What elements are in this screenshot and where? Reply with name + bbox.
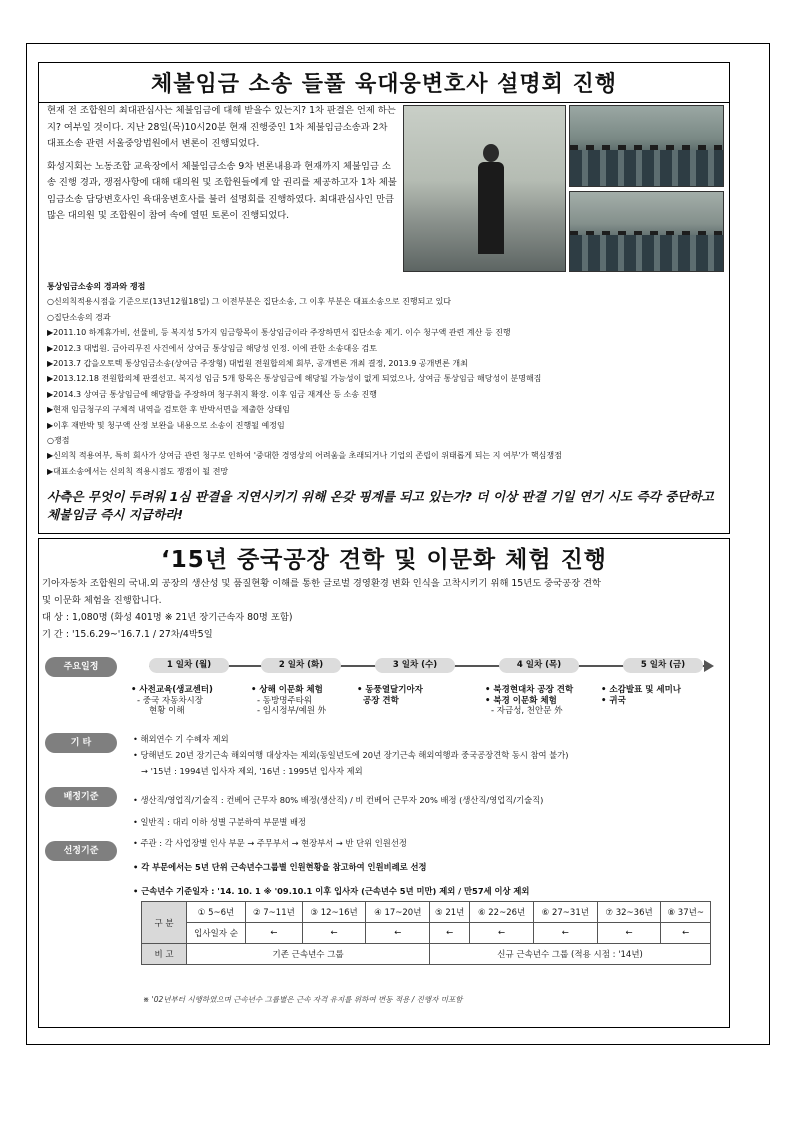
- table-cell: ⑧ 37년~: [661, 902, 711, 923]
- schedule-sub: - 임시정부/예원 外: [257, 706, 327, 716]
- day-2-schedule: [251, 685, 326, 717]
- table-cell: ←: [430, 923, 470, 944]
- speaker-figure: [476, 144, 506, 254]
- schedule-item: • 상해 이문화 체험: [251, 685, 323, 695]
- table-footnote: ※ '02년부터 시행하였으며 근속년수 그룹별은 근속 자격 유지를 위하여 변동 적용 / 진행자 미포함: [143, 995, 463, 1004]
- article-intro: [42, 575, 726, 643]
- table-row-label: 비 고: [142, 944, 187, 965]
- details-line: ▶이후 재반박 및 청구액 산정 보완을 내용으로 소송이 진행될 예정임: [47, 420, 285, 430]
- schedule-label: 주요일정: [45, 657, 117, 677]
- day-5-pill: 5 일차 (금): [623, 658, 703, 673]
- schedule-item: • 북경현대차 공장 견학: [485, 685, 574, 695]
- day-2-pill: 2 일차 (화): [261, 658, 341, 673]
- table-cell: ⑤ 21년: [430, 902, 470, 923]
- schedule-sub: 현황 이해: [149, 706, 185, 716]
- table-cell: ←: [661, 923, 711, 944]
- audience-photo: [569, 105, 724, 187]
- criteria-line: • 생산직/영업직/기술직 : 컨베어 근무자 80% 배정(생산직) / 비 컨베어 근무자 20% 배정 (생산직/영업직/기술직): [133, 795, 544, 805]
- other-line: • 해외연수 기 수혜자 제외: [133, 734, 229, 744]
- lawsuit-details: [47, 279, 722, 479]
- day-4-schedule: [485, 685, 573, 717]
- criteria-label: 배정기준: [45, 787, 117, 807]
- other-line: • 당해년도 20년 장기근속 해외여행 대상자는 제외(동일년도에 20년 장기근속 해외여행과 중국공장견학 동시 참여 불가): [133, 750, 569, 760]
- details-line: ▶현재 임금청구의 구체적 내역을 검토한 후 반박서면을 제출한 상태임: [47, 405, 290, 415]
- table-row-label: 구 분: [142, 902, 187, 944]
- table-cell: ⑦ 32~36년: [597, 902, 661, 923]
- intro-line: 기 간 : '15.6.29~'16.7.1 / 27차/4박5일: [42, 629, 213, 640]
- day-3-schedule: [357, 685, 423, 706]
- selection-section: [133, 831, 529, 903]
- article-slogan: 사측은 무엇이 두려워 1심 판결을 지연시키기 위해 온갖 핑계를 되고 있는가? 더 이상 판결 기일 연기 시도 즉각 중단하고 체불임금 즉시 지급하라!: [47, 489, 714, 522]
- table-cell: ④ 17~20년: [366, 902, 430, 923]
- intro-paragraph: 화성지회는 노동조합 교육장에서 체불임금소송 9차 변론내용과 현재까지 체불임금 소송 진행 경과, 쟁점사항에 대해 대의원 및 조합원들에게 알 권리를 제공하고자 1차 체불임금소송 담당변호사인 육대웅변호사를 불러 설명회를 진행하였다. 최대관심사인 만큼 많은 대의원 및 조합원이 참여 속에 열띤 토론이 진행되었다.: [47, 160, 397, 221]
- table-cell: 기존 근속년수 그룹: [187, 944, 430, 965]
- other-section: [133, 731, 568, 779]
- schedule-sub: - 중국 자동차시장: [137, 695, 203, 706]
- table-cell: ⑥ 27~31년: [533, 902, 597, 923]
- schedule-item: • 북경 이문화 체험: [485, 695, 557, 706]
- details-line: ▶2012.3 대법원. 금아리무진 사건에서 상여금 통상임금 해당성 인정. 이에 관한 소송대응 검토: [47, 343, 377, 353]
- schedule-item: • 사전교육(생교센터): [131, 685, 213, 695]
- intro-line: 기아자동차 조합원의 국내.외 공장의 생산성 및 품질현황 이해를 통한 글로벌 경영환경 변화 인식을 고착시키기 위해 15년도 중국공장 견학: [42, 578, 601, 589]
- seniority-group-table: [141, 901, 711, 965]
- intro-line: 대 상 : 1,080명 (화성 401명 ※ 21년 장기근속자 80명 포함): [42, 612, 293, 623]
- table-cell: ① 5~6년: [187, 902, 246, 923]
- details-heading: 통상임금소송의 경과와 쟁점: [47, 282, 146, 291]
- table-cell: ② 7~11년: [246, 902, 303, 923]
- table-cell: ←: [366, 923, 430, 944]
- details-line: ○쟁점: [47, 436, 70, 446]
- article-china-plant-tour: [38, 538, 730, 1028]
- table-cell: 신규 근속년수 그룹 (적용 시점 : '14년): [430, 944, 711, 965]
- other-label: 기 타: [45, 733, 117, 753]
- intro-line: 및 이문화 체험을 진행합니다.: [42, 595, 162, 606]
- other-line: → '15년 : 1994년 입사자 제외, '16년 : 1995년 입사자 제외: [141, 766, 363, 776]
- table-cell: ←: [597, 923, 661, 944]
- day-1-pill: 1 일차 (월): [149, 658, 229, 673]
- article-wage-lawsuit: [38, 62, 730, 534]
- timeline-arrowhead: [704, 660, 714, 672]
- details-line: ▶2013.12.18 전원합의체 판결선고. 복지성 임금 5개 항목은 통상임금에 해당될 가능성이 없게 되었으나, 상여금 통상임금 해당성이 분명해짐: [47, 374, 542, 384]
- table-cell: ←: [470, 923, 534, 944]
- criteria-section: [133, 789, 543, 833]
- schedule-sub: - 동방명주타워: [257, 695, 313, 706]
- article-title: ‘15년 중국공장 견학 및 이문화 체험 진행: [160, 547, 608, 573]
- intro-paragraph: 현재 전 조합원의 최대관심사는 체불임금에 대해 받을수 있는지? 1차 판결은 언제 하는지? 여부일 것이다. 지난 28일(목)10시20분 현재 진행중인 1차 체불임금소송과 2차 대표소송 관련 서울중앙법원에서 변론이 진행되었다.: [47, 105, 396, 149]
- article-intro: [47, 103, 399, 231]
- details-line: ▶대표소송에서는 신의칙 적용시점도 쟁점이 될 전망: [47, 466, 229, 476]
- criteria-line: • 일반직 : 대리 이하 성별 구분하여 부문별 배정: [133, 817, 307, 827]
- table-cell: ③ 12~16년: [302, 902, 366, 923]
- article-title: 체불임금 소송 들풀 육대웅변호사 설명회 진행: [39, 67, 729, 103]
- details-line: ▶2014.3 상여금 통상임금에 해당함을 주장하며 청구취지 확장. 이후 임금 재계산 등 소송 진행: [47, 389, 377, 399]
- day-3-pill: 3 일차 (수): [375, 658, 455, 673]
- selection-line: • 각 부문에서는 5년 단위 근속년수그룹별 인원현황을 참고하여 인원비례로 선정: [133, 862, 427, 872]
- table-cell: ←: [302, 923, 366, 944]
- selection-label: 선정기준: [45, 841, 117, 861]
- schedule-sub: - 자금성, 천안문 外: [491, 706, 563, 716]
- day-5-schedule: [601, 685, 681, 706]
- day-4-pill: 4 일차 (목): [499, 658, 579, 673]
- details-line: ▶신의칙 적용여부, 특히 회사가 상여금 관련 청구로 인하여 '중대한 경영상의 어려움을 초래되거나 기업의 존립이 위태롭게 되는 지 여부'가 핵심쟁점: [47, 451, 562, 461]
- day-1-schedule: [131, 685, 213, 717]
- schedule-item: • 동풍열달기아자: [357, 685, 423, 695]
- seminar-speaker-photo: [403, 105, 566, 272]
- details-line: ▶2011.10 하계휴가비, 선물비, 등 복지성 5가지 임금항목이 통상임금이라 주장하면서 집단소송 제기. 이수 청구액 관련 계산 등 진행: [47, 328, 511, 338]
- details-line: ▶2013.7 갑을오토텍 통상임금소송(상여금 주장형) 대법원 전원합의체 회부, 공개변론 개최 결정, 2013.9 공개변론 개최: [47, 359, 468, 369]
- details-line: ○신의칙적용시점을 기준으로(13년12월18일) 그 이전부분은 집단소송, 그 이후 부분은 대표소송으로 진행되고 있다: [47, 297, 452, 307]
- schedule-item: • 귀국: [601, 695, 626, 706]
- details-line: ○집단소송의 경과: [47, 312, 111, 322]
- selection-line: • 주관 : 각 사업장별 인사 부문 → 주무부서 → 현장부서 → 반 단위 인원선정: [133, 838, 407, 848]
- audience-photo: [569, 191, 724, 272]
- table-cell: ⑥ 22~26년: [470, 902, 534, 923]
- schedule-item: 공장 견학: [363, 695, 399, 706]
- table-cell: ←: [533, 923, 597, 944]
- selection-line: • 근속년수 기준일자 : '14. 10. 1 ※ '09.10.1 이후 입사자 (근속년수 5년 미만) 제외 / 만57세 이상 제외: [133, 886, 530, 896]
- schedule-item: • 소감발표 및 세미나: [601, 685, 681, 695]
- table-cell: ←: [246, 923, 303, 944]
- table-cell: 입사일자 순: [187, 923, 246, 944]
